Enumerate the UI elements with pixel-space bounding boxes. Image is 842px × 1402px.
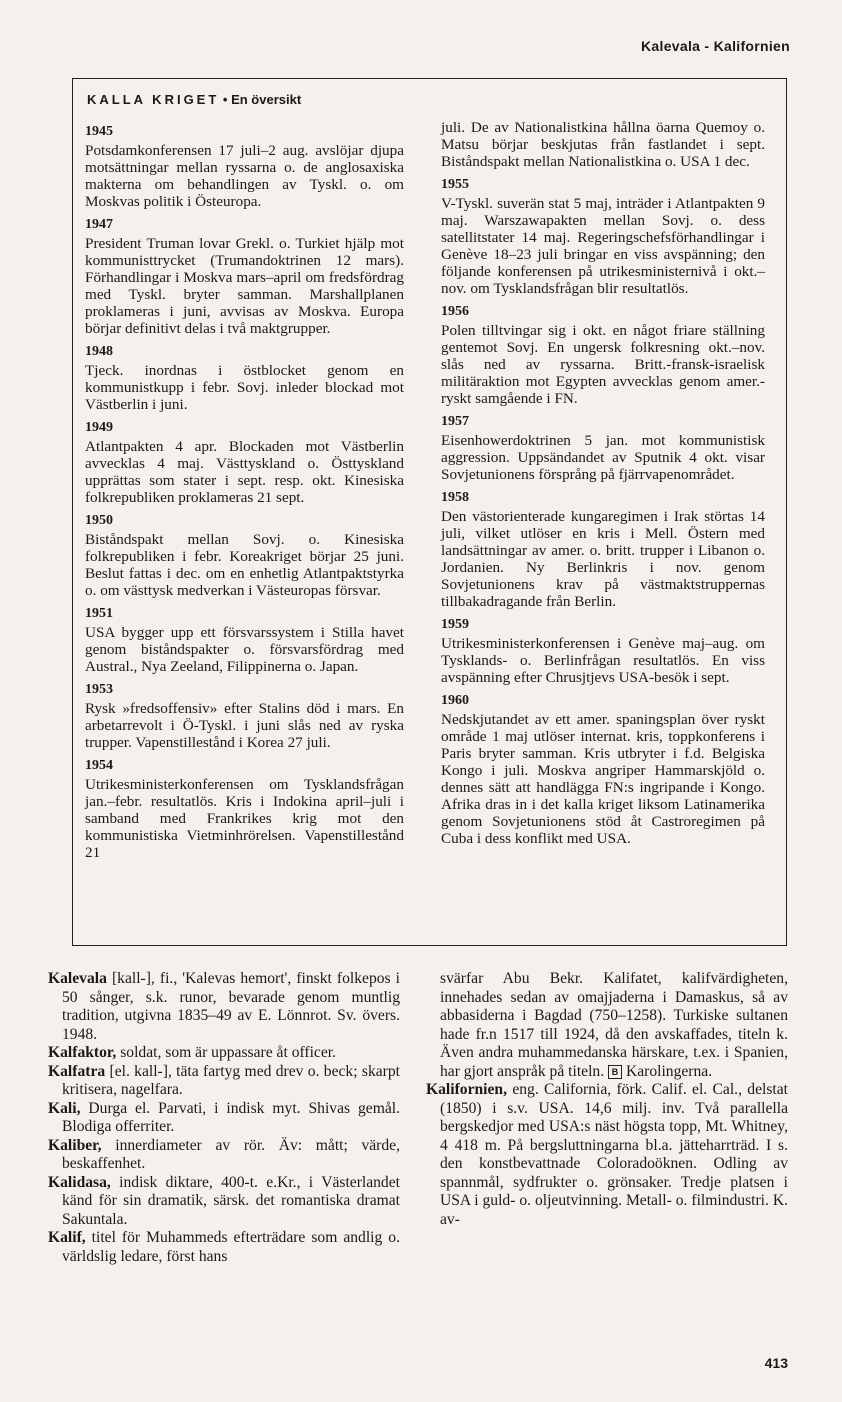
sidebar-left-column xyxy=(85,119,404,867)
encyclopedia-entry xyxy=(48,1044,400,1063)
year-text: Polen tilltvingar sig i okt. en något friare ställning gentemot Sovj. En ungersk folkresning okt.–nov. slås ned av ryssarna. Britt.-fransk-israelisk militäraktion mot Egypten avvecklas genom amer.-ryskt samgående i FN. xyxy=(441,322,765,407)
year-text: V-Tyskl. suverän stat 5 maj, inträder i Atlantpakten 9 maj. Warszawapakten mellan Sovj. o. dess satellitstater 14 maj. Regeringschefsförhandlingar i Genève 18–23 juli bringar en viss avspänning; den följande konferensen på utrikesministernivå i okt.–nov. om Tysklandsfrågan blir resultatlös. xyxy=(441,195,765,297)
year-text: Biståndspakt mellan Sovj. o. Kinesiska folkrepubliken i febr. Koreakriget börjar 25 juni. Beslut fattas i dec. om en enhetlig Atlantpaktstyrka o. om västtysk medverkan i Västeuropas försvar. xyxy=(85,531,404,599)
year-heading: 1960 xyxy=(441,693,469,708)
headword: Kalif, xyxy=(48,1229,86,1246)
definition: titel för Muhammeds efterträdare som andlig o. världslig ledare, först hans xyxy=(62,1229,400,1265)
sidebar-box-kalla-kriget xyxy=(72,78,787,946)
year-heading: 1948 xyxy=(85,344,113,359)
year-text: Utrikesministerkonferensen om Tysklandsfrågan jan.–febr. resultatlös. Kris i Indokina april–juli i samband med Frankrikes krig mot den kommunistiska Vietminhrörelsen. Vapenstillestånd 21 xyxy=(85,776,404,861)
definition: eng. California, förk. Calif. el. Cal., delstat (1850) i s.v. USA. 14,6 milj. inv. Två parallella bergskedjor med USA:s näst högsta topp, Mt. Whitney, 4 418 m. På bergsluttningarna bl.a. jätteharrträd. I s. den konstbevattnade Coloradoöknen. Odling av spannmål, sydfrukter o. grönsaker. Tredje platsen i USA i guld- o. oljeutvinning. Metall- o. filmindustri. K. av- xyxy=(440,1081,788,1228)
sidebar-right-column xyxy=(441,119,765,853)
encyclopedia-left-column xyxy=(48,970,400,1266)
year-text: USA bygger upp ett försvarssystem i Stilla havet genom biståndspakter o. försvarsfördrag med Austral., Nya Zeeland, Filippinerna o. Japan. xyxy=(85,624,404,675)
page-number: 413 xyxy=(764,1355,788,1371)
sidebar-title-caps: KALLA KRIGET xyxy=(87,92,220,107)
headword: Kalidasa, xyxy=(48,1173,111,1191)
bullet: • xyxy=(219,92,232,107)
year-heading: 1951 xyxy=(85,606,113,621)
cross-reference-text: Karolingerna. xyxy=(625,1062,713,1080)
year-text: Nedskjutandet av ett amer. spaningsplan över ryskt område 1 maj utlöser internat. kris, toppkonferens i Paris bryter samman. Kris utbryter i f.d. Belgiska Kongo i juli. Moskva angriper Hammarskjöld o. dennes sätt att handlägga FN:s ingripande i Kongo. Afrika dras in i det kalla kriget liksom Latinamerika genom Sovjetunionens stöd åt Castroregimen på Cuba i dess konflikt med USA. xyxy=(441,711,765,847)
definition: soldat, som är uppassare åt officer. xyxy=(116,1044,337,1061)
encyclopedia-entry xyxy=(426,1081,788,1229)
running-header: Kalevala - Kalifornien xyxy=(641,38,790,54)
definition: Durga el. Parvati, i indisk myt. Shivas gemål. Blodiga offerriter. xyxy=(62,1099,400,1135)
encyclopedia-entry xyxy=(48,1229,400,1266)
continued-text: juli. De av Nationalistkina hållna öarna Quemoy o. Matsu börjar beskjutas från fastlandet i sept. Biståndspakt mellan Nationalistkina o. USA 1 dec. xyxy=(441,119,765,170)
year-text: Eisenhowerdoktrinen 5 jan. mot kommunistisk aggression. Uppsändandet av Sputnik 4 okt. visar Sovjetunionens försprång på fjärrvapenområdet. xyxy=(441,432,765,483)
headword: Kalifornien, xyxy=(426,1081,507,1098)
encyclopedia-entry xyxy=(48,1137,400,1174)
year-heading: 1949 xyxy=(85,420,113,435)
year-heading: 1958 xyxy=(441,490,469,505)
headword: Kaliber, xyxy=(48,1136,102,1154)
definition: innerdiameter av rör. Äv: mått; värde, beskaffenhet. xyxy=(62,1136,400,1172)
headword: Kalevala xyxy=(48,970,107,987)
encyclopedia-entry xyxy=(48,1174,400,1230)
year-text: Rysk »fredsoffensiv» efter Stalins död i mars. En arbetarrevolt i Ö-Tyskl. i juni slås ned av ryska trupper. Vapenstillestånd i Korea 27 juli. xyxy=(85,700,404,751)
year-text: Atlantpakten 4 apr. Blockaden mot Västberlin avvecklas 4 maj. Västtyskland o. Östtyskland upprättas som stater i sept. resp. okt. Kinesiska folkrepubliken proklameras 21 sept. xyxy=(85,438,404,506)
continuation-text: svärfar Abu Bekr. Kalifatet, kalifvärdigheten, innehades sedan av omajjaderna i Damaskus, så av abbasiderna i Bagdad (750–1258). Turkiske sultanen hade fr.n 1517 till 1924, då den avskaffades, titeln k. Även andra muhammedanska härskare, t.ex. i Spanien, har gjort anspråk på titeln. xyxy=(440,970,788,1080)
cross-reference-icon: B xyxy=(608,1065,622,1079)
encyclopedia-entry xyxy=(48,970,400,1044)
year-heading: 1957 xyxy=(441,414,469,429)
year-heading: 1954 xyxy=(85,758,113,773)
year-heading: 1950 xyxy=(85,513,113,528)
year-heading: 1956 xyxy=(441,304,469,319)
definition: [el. kall-], täta fartyg med drev o. beck; skarpt kritisera, nagelfara. xyxy=(62,1062,400,1098)
year-heading: 1947 xyxy=(85,217,113,232)
definition: indisk diktare, 400-t. e.Kr., i Västerlandet känd för sin dramatik, särsk. det romantiska dramat Sakuntala. xyxy=(62,1173,400,1228)
entry-continuation xyxy=(426,970,788,1081)
headword: Kalfatra xyxy=(48,1062,106,1080)
year-text: Den västorienterade kungaregimen i Irak störtas 14 juli, vilket utlöser en kris i Mell. Östern med landsättningar av amer. o. britt. trupper i Libanon o. Jordanien. Ny Berlinkris i nov. genom Sovjetunionens krav på västmaktstruppernas tillbakadragande från Berlin. xyxy=(441,508,765,610)
year-heading: 1953 xyxy=(85,682,113,697)
headword: Kalfaktor, xyxy=(48,1044,117,1061)
year-heading: 1945 xyxy=(85,124,113,139)
year-text: President Truman lovar Grekl. o. Turkiet hjälp mot kommunisttrycket (Trumandoktrinen 12 mars). Förhandlingar i Moskva mars–april om fredsfördrag med Tyskl. bryter samman. Marshallplanen proklameras i juni, avvisas av Moskva. Europa börjar definitivt delas i två maktgrupper. xyxy=(85,235,404,337)
encyclopedia-entry xyxy=(48,1063,400,1100)
year-text: Tjeck. inordnas i östblocket genom en kommunistkupp i febr. Sovj. inleder blockad mot Västberlin i juni. xyxy=(85,362,404,413)
year-heading: 1959 xyxy=(441,617,469,632)
definition: [kall-], fi., 'Kalevas hemort', finskt folkepos i 50 sånger, s.k. runor, bevarade genom muntlig tradition, utgivna 1835–49 av E. Lönnrot. Sv. övers. 1948. xyxy=(62,970,400,1043)
year-text: Utrikesministerkonferensen i Genève maj–aug. om Tysklands- o. Berlinfrågan resultatlös. En viss avspänning efter Chrusjtjevs USA-besök i sept. xyxy=(441,635,765,686)
sidebar-title xyxy=(87,92,301,107)
encyclopedia-entry xyxy=(48,1100,400,1137)
year-text: Potsdamkonferensen 17 juli–2 aug. avslöjar djupa motsättningar mellan ryssarna o. de anglosaxiska makterna om behandlingen av Tyskl. o. om Moskvas politik i Östeuropa. xyxy=(85,142,404,210)
encyclopedia-right-column xyxy=(426,970,788,1229)
year-heading: 1955 xyxy=(441,177,469,192)
sidebar-title-rest: En översikt xyxy=(231,92,302,107)
headword: Kali, xyxy=(48,1099,81,1117)
